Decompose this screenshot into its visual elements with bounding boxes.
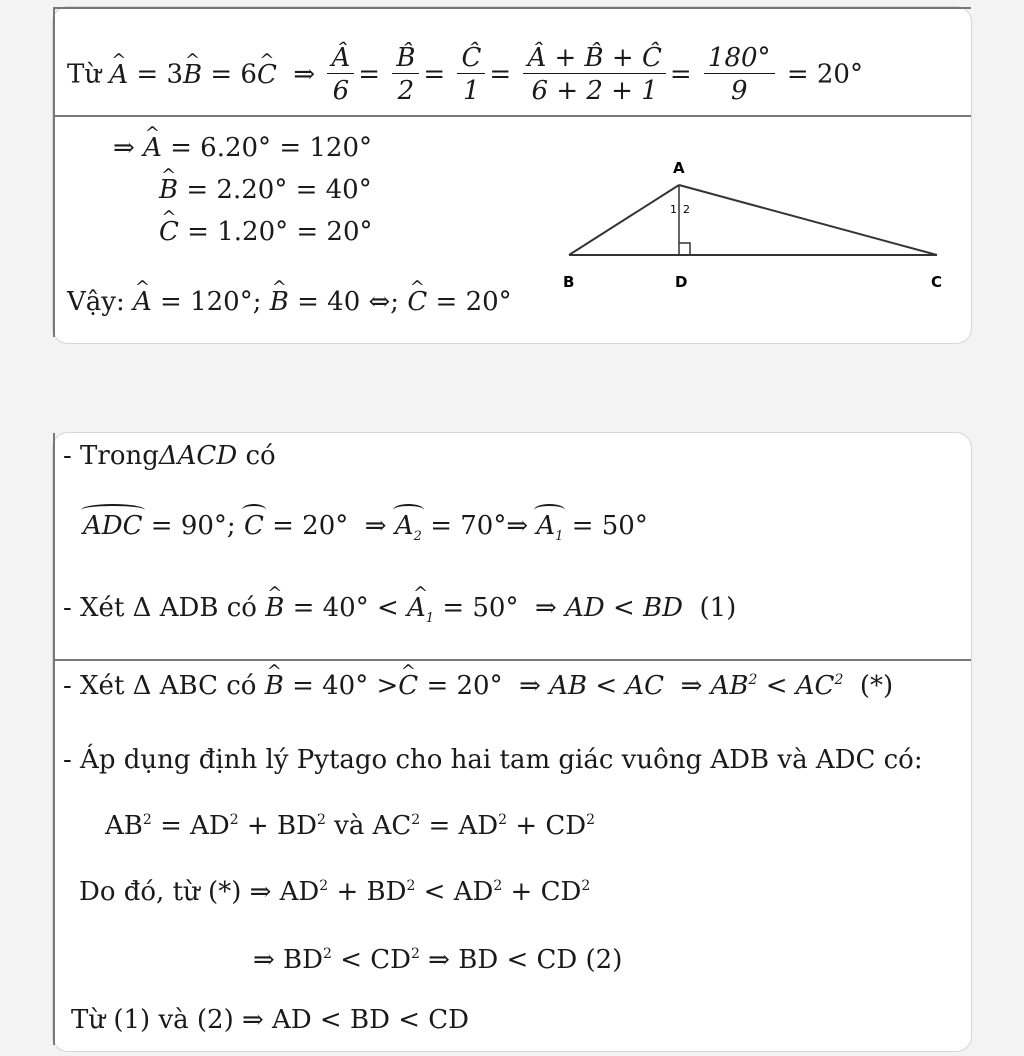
line-prefix: Từ [67,59,102,90]
right-angle-mark [679,243,690,255]
fraction: $\frac{180^\circ}{9}$ [704,43,775,108]
angle-label-1: 1 [670,203,677,216]
left-rule [53,433,55,1045]
result-angle-b: ^ B = 2.20° = 40° [159,175,372,205]
pythagoras-equations: $AB^2 = AD^2 + BD^2$ và $AC^2 = AD^2 + CD^2$ [105,811,596,841]
final-conclusion: Từ (1) và (2) ⇒ AD < BD < CD [71,1005,469,1035]
vertex-label-d: D [675,273,688,291]
top-rule [53,7,971,9]
vertex-label-b: B [563,273,575,291]
fraction: $\frac{B̂}{2}$ [392,43,419,108]
ratio-equation: Từ ^ A = 3^ B = 6^ C ⇒ $\frac{Â}{6}$ = $\frac{B̂}{2}$ = $\frac{Ĉ}{1}$ = $\frac{Â + B̂ + Ĉ}{6 + 2 + 1}$ = $\frac{180^\circ}{9}$ = 20° [67,43,863,108]
fraction: $\frac{Â + B̂ + Ĉ}{6 + 2 + 1}$ [523,43,665,108]
angle-computation: ADC = 90°; C = 20° ⇒ $A_2$ = 70°⇒ $A_1 = 50^\circ$ [83,511,648,544]
side-ac [679,185,937,255]
vertex-label-c: C [931,273,943,291]
fraction: $\frac{Â}{6}$ [327,43,354,108]
triangle-diagram [543,153,953,303]
result-angle-c: ^ C = 1.20° = 20° [159,217,373,247]
solution-card-comparison [52,432,972,1052]
solution-card-angles [52,6,972,344]
conclusion-line: Vậy: ^ A = 120°; ^ B = 40 ⇔; ^ C = 20° [67,287,512,317]
divider-rule [53,659,971,661]
substitution-line: Do đó, từ (*) ⇒ $AD^2 + BD^2 < AD^2 + CD^2$ [79,877,591,907]
divider-rule [53,115,971,117]
triangle-acd-heading: - TrongΔACD có [63,441,276,471]
pythagoras-statement: - Áp dụng định lý Pytago cho hai tam giác vuông ADB và ADC có: [63,745,923,775]
angle-label-2: 2 [683,203,690,216]
left-rule [53,7,55,337]
vertex-label-a: A [673,159,685,177]
bd-cd-line: ⇒ $BD^2 < CD^2$ ⇒ BD < CD (2) [253,945,623,975]
compare-abc: - Xét Δ ABC có ^ B = 40° >^ C = 20° ⇒ AB < AC ⇒ $AB^2 < AC^2$ (*) [63,671,893,701]
result-angle-a: ⇒ ^ A = 6.20° = 120° [113,133,372,163]
side-ab [569,185,679,255]
fraction: $\frac{Ĉ}{1}$ [457,43,485,108]
compare-adb: - Xét Δ ADB có ^ B = 40° < ^ $A_1 = 50^\circ$ ⇒ AD < BD (1) [63,593,736,623]
ratio-result: = 20° [786,59,863,90]
